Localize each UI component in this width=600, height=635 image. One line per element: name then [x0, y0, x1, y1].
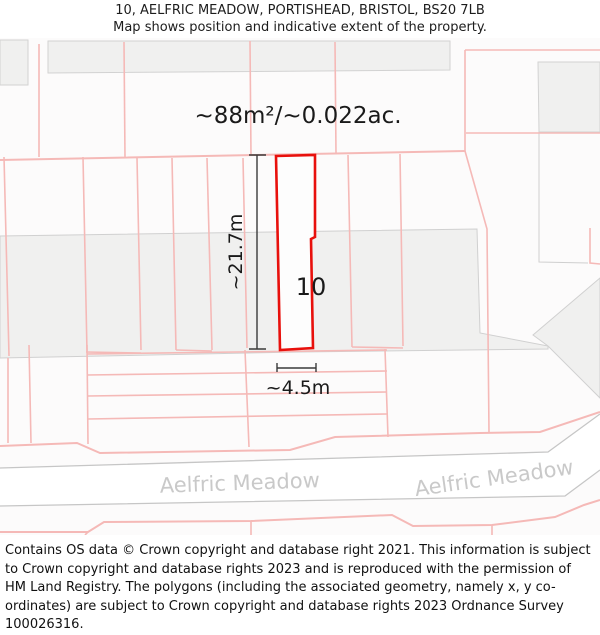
street-label-left: Aelfric Meadow — [159, 468, 321, 498]
map-header — [0, 0, 600, 38]
plot-number-label: 10 — [295, 273, 327, 301]
building-row-band — [0, 229, 548, 358]
copyright-footer — [0, 538, 600, 633]
map-svg — [0, 38, 600, 535]
building-top-right — [538, 62, 600, 132]
map-canvas — [0, 38, 600, 535]
building-top-left — [0, 40, 28, 85]
dimension-height-label: ~21.7m — [225, 213, 247, 291]
area-label: ~88m²/~0.022ac. — [194, 103, 402, 129]
property-outline — [276, 155, 315, 350]
page-title: 10, AELFRIC MEADOW, PORTISHEAD, BRISTOL, BS20 7LB — [115, 3, 485, 18]
copyright-text: Contains OS data © Crown copyright and database right 2021. This information is subject to Crown copyright and database rights 2023 and is reproduced with the permission of HM Land Registry. The polygons (including the associated geometry, namely x, y co-ordinates) are subject to Crown copyright and database rights 2023 Ordnance Survey 100026316. — [5, 543, 591, 633]
building-top-center — [48, 41, 450, 73]
dimension-width-label: ~4.5m — [265, 377, 331, 399]
street-label-right: Aelfric Meadow — [413, 455, 575, 502]
page-subtitle: Map shows position and indicative extent of the property. — [113, 20, 487, 35]
